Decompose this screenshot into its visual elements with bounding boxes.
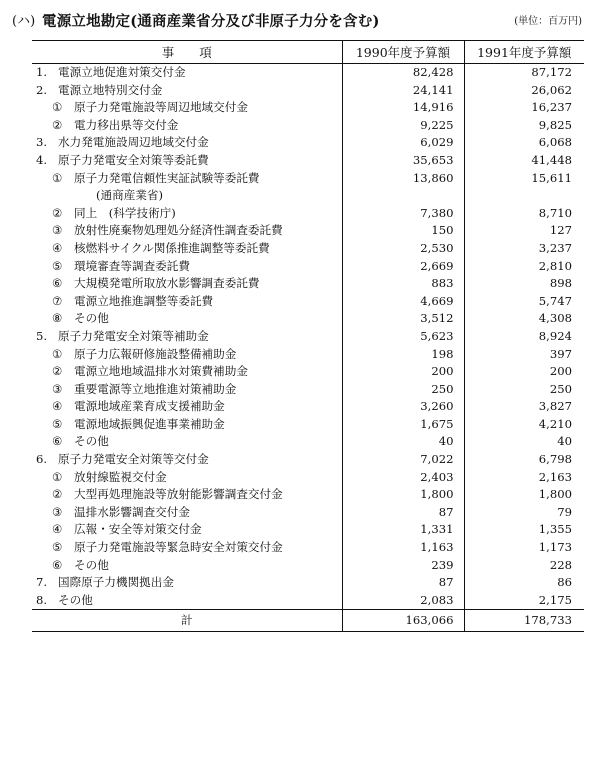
item-label: 原子力広報研修施設整備補助金	[74, 346, 237, 361]
table-subrow	[32, 187, 584, 205]
item-cell	[32, 222, 342, 240]
value-1991: 15,611	[464, 170, 584, 188]
item-number: 6.	[36, 452, 48, 467]
item-number: ④	[52, 522, 63, 537]
table-subrow	[32, 557, 584, 575]
item-label: 電源立地地域温排水対策費補助金	[74, 364, 248, 379]
value-1990: 1,331	[342, 521, 464, 539]
value-1990: 239	[342, 557, 464, 575]
item-cell	[32, 187, 342, 205]
total-1991: 178,733	[464, 610, 584, 632]
item-label: 電源地域産業育成支援補助金	[74, 399, 225, 414]
table-subrow	[32, 469, 584, 487]
table-subrow	[32, 381, 584, 399]
value-1990: 3,512	[342, 310, 464, 328]
value-1990: 5,623	[342, 328, 464, 346]
unit-note: (単位：百万円)	[514, 16, 582, 27]
table-row	[32, 451, 584, 469]
value-1990: 1,163	[342, 539, 464, 557]
item-number: ③	[52, 381, 63, 396]
table-subrow	[32, 398, 584, 416]
value-1991: 86	[464, 574, 584, 592]
item-label: 原子力発電信頼性実証試験等委託費	[74, 170, 260, 185]
value-1991: 127	[464, 222, 584, 240]
item-number: ②	[52, 487, 63, 502]
value-1991: 397	[464, 346, 584, 364]
value-1991: 200	[464, 363, 584, 381]
value-1990: 35,653	[342, 152, 464, 170]
total-row	[32, 610, 584, 632]
value-1990: 883	[342, 275, 464, 293]
item-number: ①	[52, 346, 63, 361]
value-1991: 1,355	[464, 521, 584, 539]
value-1991: 3,237	[464, 240, 584, 258]
table-subrow	[32, 275, 584, 293]
item-number: ⑤	[52, 416, 63, 431]
item-number: ⑤	[52, 258, 63, 273]
value-1991: 4,308	[464, 310, 584, 328]
item-label: 原子力発電施設等緊急時安全対策交付金	[74, 540, 283, 555]
item-number: 2.	[36, 82, 48, 97]
item-cell	[32, 363, 342, 381]
value-1991	[464, 187, 584, 205]
item-cell	[32, 521, 342, 539]
item-number: ③	[52, 504, 63, 519]
value-1990: 4,669	[342, 293, 464, 311]
item-label: 電源立地促進対策交付金	[58, 65, 186, 79]
table-row	[32, 574, 584, 592]
value-1991: 3,827	[464, 398, 584, 416]
item-number: 3.	[36, 135, 48, 150]
column-header-1990: 1990年度予算額	[342, 41, 464, 64]
item-label: 核燃料サイクル関係推進調整等委託費	[74, 240, 270, 255]
table-row	[32, 64, 584, 82]
value-1991: 41,448	[464, 152, 584, 170]
value-1991: 79	[464, 504, 584, 522]
item-cell	[32, 170, 342, 188]
item-number: 5.	[36, 328, 48, 343]
item-label: 原子力発電安全対策等委託費	[58, 152, 209, 167]
table-body	[32, 64, 584, 632]
item-number: ④	[52, 240, 63, 255]
value-1990: 200	[342, 363, 464, 381]
item-cell	[32, 328, 342, 346]
item-label: 国際原子力機関拠出金	[58, 575, 174, 590]
item-cell	[32, 539, 342, 557]
item-label: 電源立地特別交付金	[58, 82, 163, 97]
item-number: ②	[52, 117, 63, 132]
item-number: 7.	[36, 575, 48, 590]
item-number: ①	[52, 469, 63, 484]
value-1991: 6,798	[464, 451, 584, 469]
item-number: 4.	[36, 152, 48, 167]
page-header	[12, 11, 592, 33]
item-cell	[32, 99, 342, 117]
item-cell	[32, 381, 342, 399]
table-row	[32, 134, 584, 152]
table-row	[32, 82, 584, 100]
item-cell	[32, 398, 342, 416]
value-1991: 1,173	[464, 539, 584, 557]
table-subrow	[32, 117, 584, 135]
item-cell	[32, 504, 342, 522]
value-1991: 26,062	[464, 82, 584, 100]
value-1991: 2,810	[464, 258, 584, 276]
value-1990: 14,916	[342, 99, 464, 117]
value-1990: 3,260	[342, 398, 464, 416]
value-1991: 5,747	[464, 293, 584, 311]
item-cell	[32, 574, 342, 592]
item-cell	[32, 240, 342, 258]
value-1990	[342, 187, 464, 205]
item-label: (通商産業省)	[96, 188, 164, 203]
table-subrow	[32, 486, 584, 504]
item-label: 水力発電施設周辺地域交付金	[58, 135, 209, 150]
table-subrow	[32, 433, 584, 451]
value-1990: 150	[342, 222, 464, 240]
value-1991: 1,800	[464, 486, 584, 504]
table-subrow	[32, 539, 584, 557]
item-cell	[32, 310, 342, 328]
table-subrow	[32, 346, 584, 364]
value-1991: 40	[464, 433, 584, 451]
value-1991: 6,068	[464, 134, 584, 152]
value-1990: 7,380	[342, 205, 464, 223]
item-cell	[32, 258, 342, 276]
table-subrow	[32, 170, 584, 188]
value-1990: 87	[342, 504, 464, 522]
section-mark: (ハ)	[12, 14, 36, 29]
item-label: 原子力発電安全対策等交付金	[58, 452, 209, 467]
item-label: 電力移出県等交付金	[74, 117, 179, 132]
value-1991: 228	[464, 557, 584, 575]
value-1990: 2,530	[342, 240, 464, 258]
item-cell	[32, 82, 342, 100]
item-number: ①	[52, 100, 63, 115]
item-cell	[32, 451, 342, 469]
value-1991: 87,172	[464, 64, 584, 82]
item-label: 温排水影響調査交付金	[74, 504, 190, 519]
value-1990: 24,141	[342, 82, 464, 100]
item-label: 原子力発電安全対策等補助金	[58, 328, 209, 343]
item-cell	[32, 293, 342, 311]
table-subrow	[32, 99, 584, 117]
value-1991: 16,237	[464, 99, 584, 117]
item-label: その他	[58, 592, 93, 607]
item-cell	[32, 486, 342, 504]
value-1990: 6,029	[342, 134, 464, 152]
item-label: 広報・安全等対策交付金	[74, 522, 202, 537]
table-subrow	[32, 504, 584, 522]
item-number: ⑥	[52, 276, 63, 291]
table-row	[32, 592, 584, 610]
column-header-item: 事 項	[32, 41, 342, 64]
table-subrow	[32, 293, 584, 311]
item-label: その他	[74, 311, 109, 326]
total-label: 計	[32, 610, 342, 632]
item-number: ⑦	[52, 293, 63, 308]
item-cell	[32, 346, 342, 364]
value-1990: 87	[342, 574, 464, 592]
value-1990: 13,860	[342, 170, 464, 188]
value-1990: 40	[342, 433, 464, 451]
table-subrow	[32, 205, 584, 223]
column-header-1991: 1991年度予算額	[464, 41, 584, 64]
item-number: ④	[52, 399, 63, 414]
value-1990: 250	[342, 381, 464, 399]
value-1990: 1,800	[342, 486, 464, 504]
item-cell	[32, 117, 342, 135]
item-label: 重要電源等立地推進対策補助金	[74, 381, 237, 396]
value-1991: 898	[464, 275, 584, 293]
item-number: ②	[52, 364, 63, 379]
value-1991: 250	[464, 381, 584, 399]
table-subrow	[32, 222, 584, 240]
value-1991: 8,710	[464, 205, 584, 223]
value-1990: 1,675	[342, 416, 464, 434]
page-title: 電源立地勘定(通商産業省分及び非原子力分を含む)	[42, 13, 380, 30]
item-label: その他	[74, 434, 109, 449]
value-1990: 2,403	[342, 469, 464, 487]
item-number: ①	[52, 170, 63, 185]
total-1990: 163,066	[342, 610, 464, 632]
item-label: 電源地域振興促進事業補助金	[74, 416, 225, 431]
value-1990: 9,225	[342, 117, 464, 135]
item-cell	[32, 416, 342, 434]
value-1990: 7,022	[342, 451, 464, 469]
item-cell	[32, 134, 342, 152]
item-label: 同上 (科学技術庁)	[74, 205, 176, 220]
item-label: 環境審査等調査委託費	[74, 258, 190, 273]
value-1991: 2,163	[464, 469, 584, 487]
table-subrow	[32, 521, 584, 539]
item-label: 放射性廃棄物処理処分経済性調査委託費	[74, 223, 283, 238]
item-label: 原子力発電施設等周辺地域交付金	[74, 100, 248, 115]
value-1990: 2,669	[342, 258, 464, 276]
item-number: ③	[52, 223, 63, 238]
item-label: 大規模発電所取放水影響調査委託費	[74, 276, 260, 291]
item-number: ⑤	[52, 540, 63, 555]
table-subrow	[32, 416, 584, 434]
item-label: その他	[74, 557, 109, 572]
item-cell	[32, 557, 342, 575]
table-subrow	[32, 258, 584, 276]
item-label: 大型再処理施設等放射能影響調査交付金	[74, 487, 283, 502]
item-number: 1.	[36, 65, 48, 79]
item-number: ⑥	[52, 434, 63, 449]
item-label: 放射線監視交付金	[74, 469, 167, 484]
value-1990: 82,428	[342, 64, 464, 82]
value-1991: 2,175	[464, 592, 584, 610]
value-1991: 4,210	[464, 416, 584, 434]
value-1991: 8,924	[464, 328, 584, 346]
item-cell	[32, 64, 342, 82]
table-subrow	[32, 310, 584, 328]
item-cell	[32, 433, 342, 451]
budget-table	[32, 40, 584, 632]
item-number: ⑧	[52, 311, 63, 326]
item-cell	[32, 152, 342, 170]
table-header	[32, 41, 584, 64]
value-1990: 198	[342, 346, 464, 364]
table-subrow	[32, 240, 584, 258]
value-1990: 2,083	[342, 592, 464, 610]
item-number: ②	[52, 205, 63, 220]
value-1991: 9,825	[464, 117, 584, 135]
item-cell	[32, 469, 342, 487]
item-label: 電源立地推進調整等委託費	[74, 293, 214, 308]
item-number: ⑥	[52, 557, 63, 572]
item-cell	[32, 205, 342, 223]
table-row	[32, 152, 584, 170]
item-cell	[32, 592, 342, 610]
item-cell	[32, 275, 342, 293]
item-number: 8.	[36, 592, 48, 607]
table-subrow	[32, 363, 584, 381]
table-row	[32, 328, 584, 346]
